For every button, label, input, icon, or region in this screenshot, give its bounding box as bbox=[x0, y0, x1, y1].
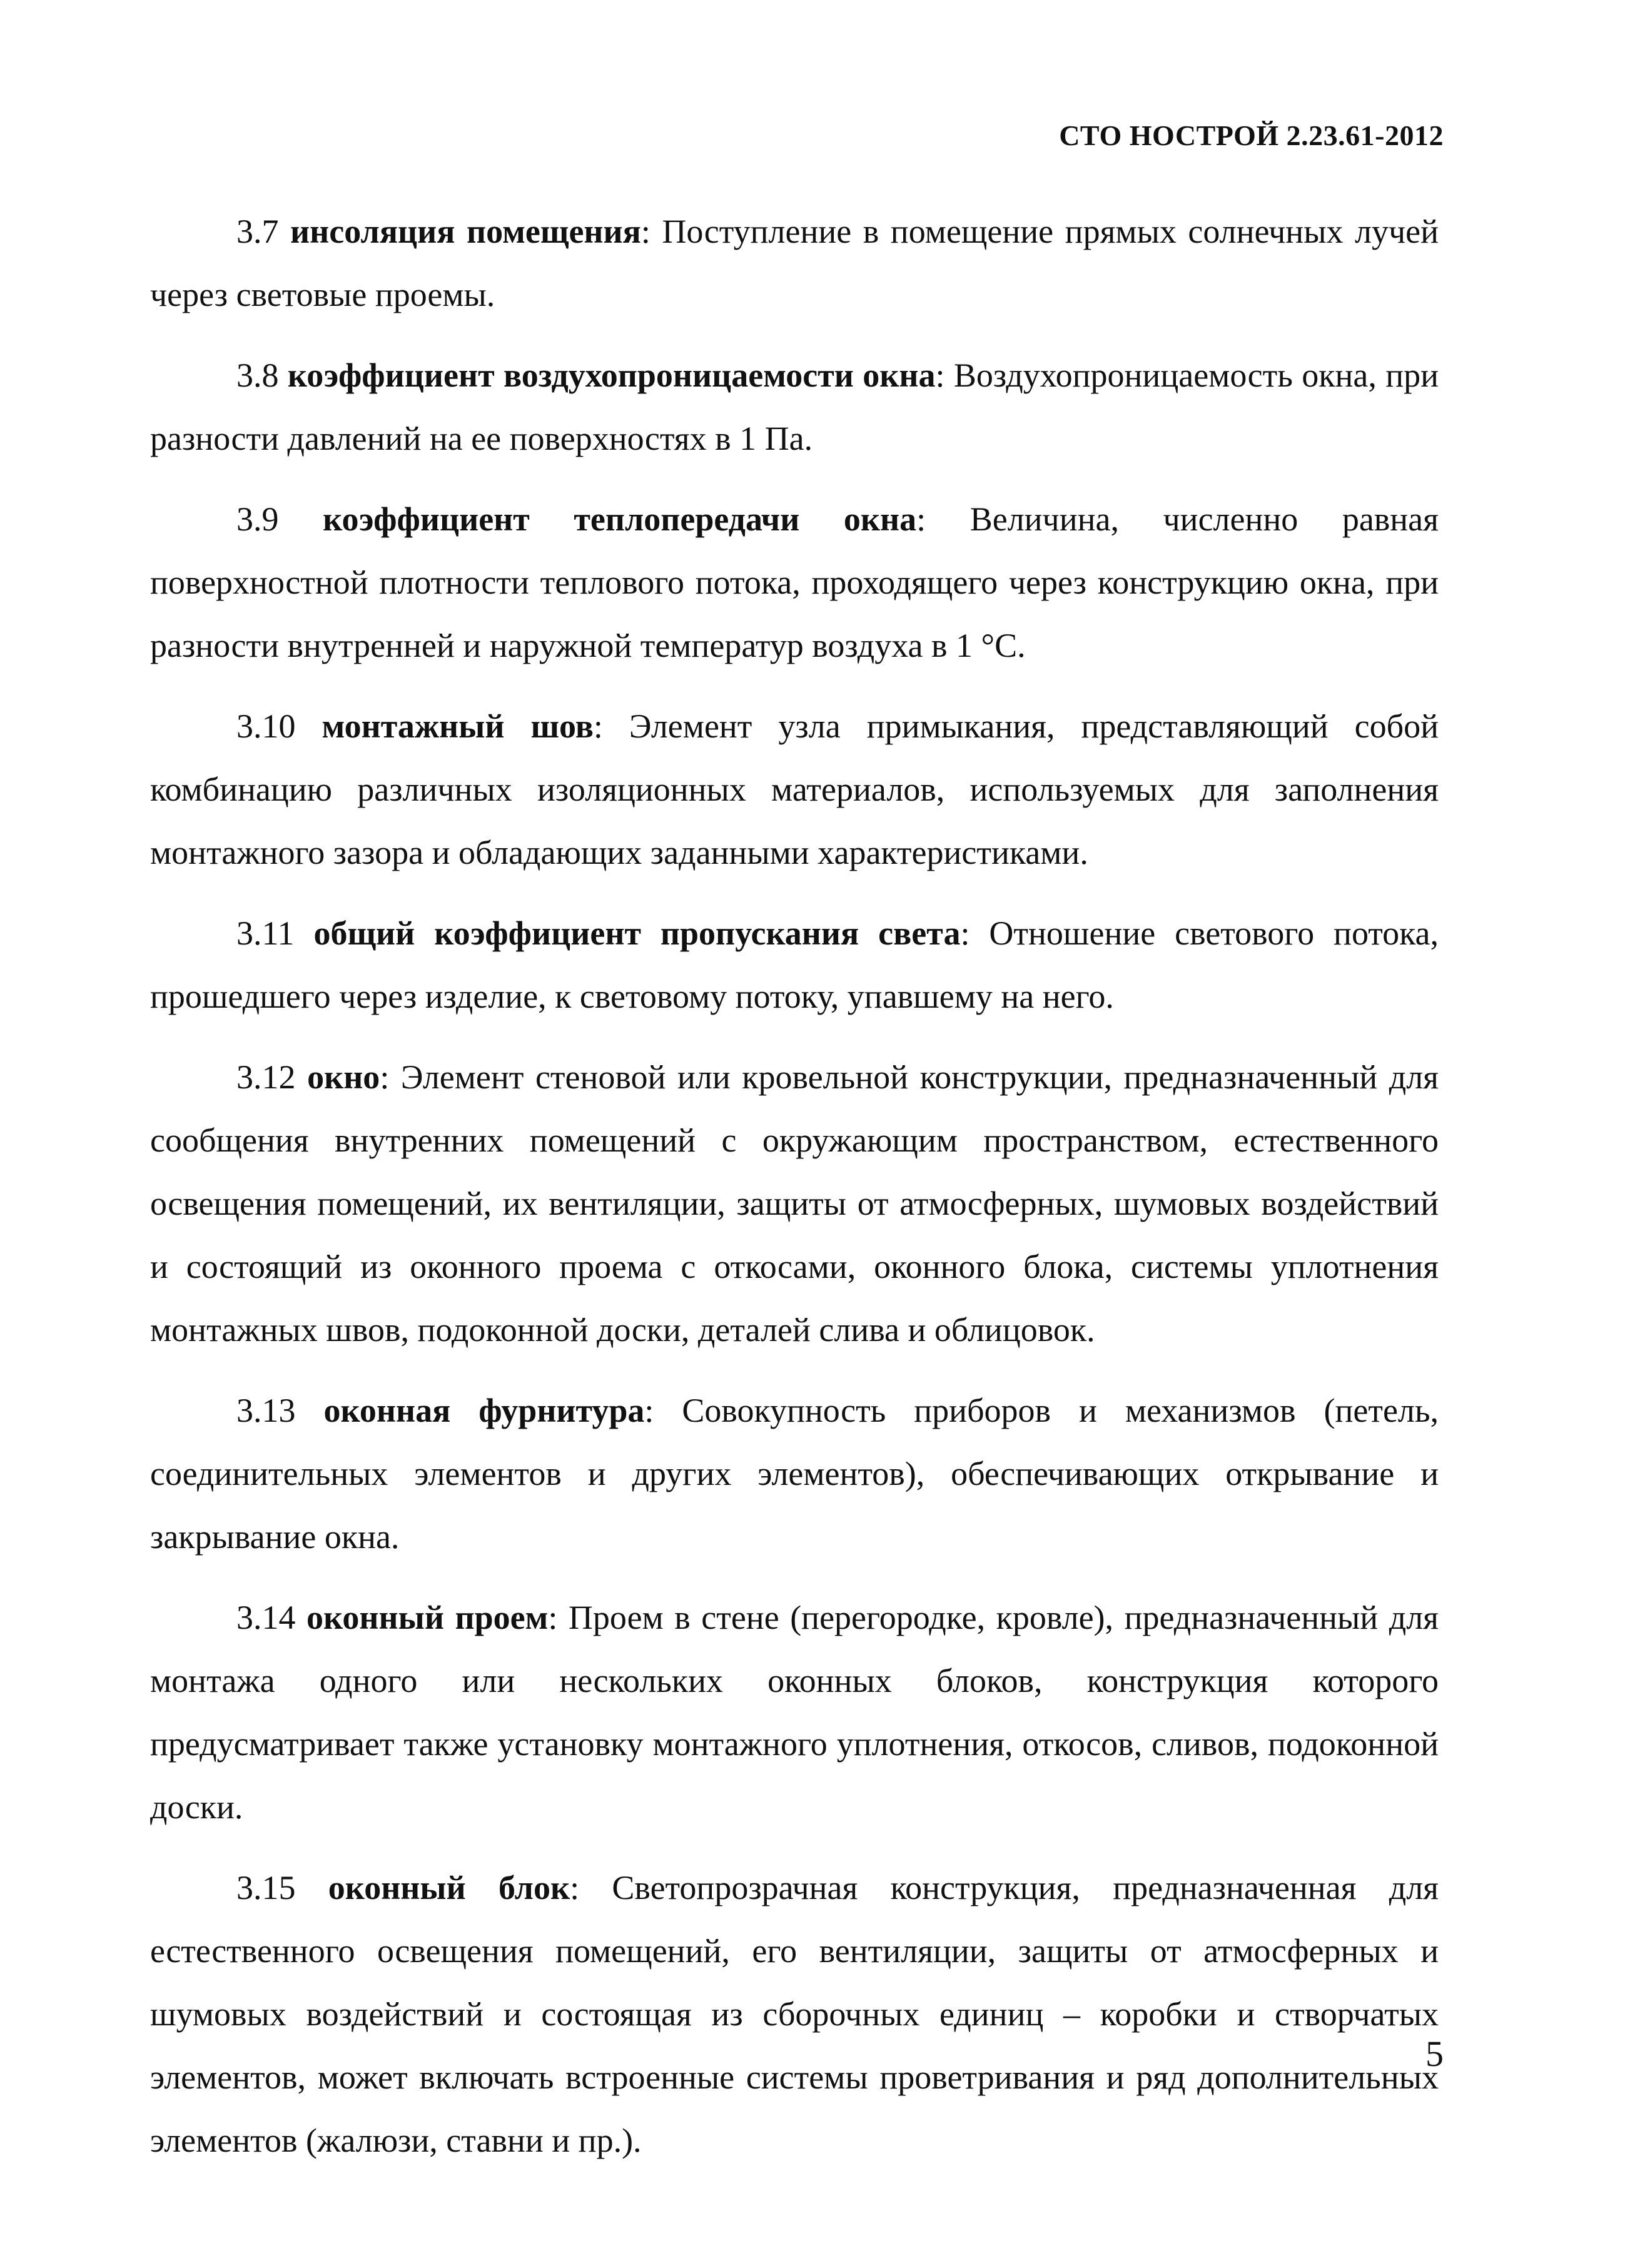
term-definition: Элемент узла примыкания, представляющий собой комбинацию различных изоляционных материалов, используемых для заполнения монтажного зазора и обладающих заданными характеристиками. bbox=[150, 707, 1439, 871]
term-definition: Совокупность приборов и механизмов (петель, соединительных элементов и других элементов), обеспечивающих открывание и закрывание окна. bbox=[150, 1392, 1439, 1556]
term-number: 3.13 bbox=[236, 1392, 296, 1429]
term-3-7: 3.7 инсоляция помещения: Поступление в помещение прямых солнечных лучей через световые проемы. bbox=[150, 213, 1439, 313]
term-name: коэффициент воздухопроницаемости окна bbox=[287, 357, 936, 394]
term-number: 3.9 bbox=[236, 500, 279, 538]
terms-section bbox=[150, 200, 1439, 2190]
term-3-9: 3.9 коэффициент теплопередачи окна: Величина, численно равная поверхностной плотности теплового потока, проходящего через конструкцию окна, при разности внутренней и наружной температур воздуха в 1 °С. bbox=[150, 500, 1439, 664]
term-3-8: 3.8 коэффициент воздухопроницаемости окна: Воздухопроницаемость окна, при разности давлений на ее поверхностях в 1 Па. bbox=[150, 357, 1439, 457]
term-name: оконная фурнитура bbox=[323, 1392, 645, 1429]
term-number: 3.11 bbox=[236, 914, 295, 952]
term-3-13: 3.13 оконная фурнитура: Совокупность приборов и механизмов (петель, соединительных элементов и других элементов), обеспечивающих открывание и закрывание окна. bbox=[150, 1392, 1439, 1556]
document-code-header: СТО НОСТРОЙ 2.23.61-2012 bbox=[1059, 119, 1444, 151]
term-3-11: 3.11 общий коэффициент пропускания света: Отношение светового потока, прошедшего через изделие, к световому потоку, упавшему на него. bbox=[150, 914, 1439, 1015]
term-definition: Величина, численно равная поверхностной плотности теплового потока, проходящего через конструкцию окна, при разности внутренней и наружной температур воздуха в 1 °С. bbox=[150, 500, 1439, 664]
term-name: оконный проем bbox=[306, 1599, 549, 1636]
term-3-12: 3.12 окно: Элемент стеновой или кровельной конструкции, предназначенный для сообщения внутренних помещений с окружающим пространством, естественного освещения помещений, их вентиляции, защиты от атмосферных, шумовых воздействий и состоящий из оконного проема с откосами, оконного блока, системы уплотнения монтажных швов, подоконной доски, деталей слива и облицовок. bbox=[150, 1058, 1439, 1349]
term-3-15: 3.15 оконный блок: Светопрозрачная конструкция, предназначенная для естественного освещения помещений, его вентиляции, защиты от атмосферных и шумовых воздействий и состоящая из сборочных единиц – коробки и створчатых элементов, может включать встроенные системы проветривания и ряд дополнительных элементов (жалюзи, ставни и пр.). bbox=[150, 1869, 1439, 2159]
term-definition: Проем в стене (перегородке, кровле), предназначенный для монтажа одного или нескольких оконных блоков, конструкция которого предусматривает также установку монтажного уплотнения, откосов, сливов, подоконной доски. bbox=[150, 1599, 1439, 1826]
term-name: монтажный шов bbox=[321, 707, 594, 745]
page-number: 5 bbox=[1425, 2033, 1444, 2074]
term-3-10: 3.10 монтажный шов: Элемент узла примыкания, представляющий собой комбинацию различных изоляционных материалов, используемых для заполнения монтажного зазора и обладающих заданными характеристиками. bbox=[150, 707, 1439, 871]
term-number: 3.8 bbox=[236, 357, 279, 394]
term-definition: Светопрозрачная конструкция, предназначенная для естественного освещения помещений, его вентиляции, защиты от атмосферных и шумовых воздействий и состоящая из сборочных единиц – коробки и створчатых элементов, может включать встроенные системы проветривания и ряд дополнительных элементов (жалюзи, ставни и пр.). bbox=[150, 1869, 1439, 2159]
term-definition: Отношение светового потока, прошедшего через изделие, к световому потоку, упавшему на него. bbox=[150, 914, 1439, 1015]
term-definition: Элемент стеновой или кровельной конструкции, предназначенный для сообщения внутренних помещений с окружающим пространством, естественного освещения помещений, их вентиляции, защиты от атмосферных, шумовых воздействий и состоящий из оконного проема с откосами, оконного блока, системы уплотнения монтажных швов, подоконной доски, деталей слива и облицовок. bbox=[150, 1058, 1439, 1349]
term-number: 3.14 bbox=[236, 1599, 296, 1636]
term-number: 3.15 bbox=[236, 1869, 296, 1906]
term-number: 3.7 bbox=[236, 213, 279, 250]
term-number: 3.10 bbox=[236, 707, 296, 745]
term-name: коэффициент теплопередачи окна bbox=[323, 500, 917, 538]
term-definition: Поступление в помещение прямых солнечных лучей через световые проемы. bbox=[150, 213, 1439, 313]
term-name: общий коэффициент пропускания света bbox=[313, 914, 961, 952]
term-number: 3.12 bbox=[236, 1058, 296, 1096]
term-name: инсоляция помещения bbox=[290, 213, 641, 250]
term-name: оконный блок bbox=[328, 1869, 570, 1906]
term-name: окно bbox=[307, 1058, 380, 1096]
term-definition: Воздухопроницаемость окна, при разности давлений на ее поверхностях в 1 Па. bbox=[150, 357, 1439, 457]
term-3-14: 3.14 оконный проем: Проем в стене (перегородке, кровле), предназначенный для монтажа одного или нескольких оконных блоков, конструкция которого предусматривает также установку монтажного уплотнения, откосов, сливов, подоконной доски. bbox=[150, 1599, 1439, 1826]
